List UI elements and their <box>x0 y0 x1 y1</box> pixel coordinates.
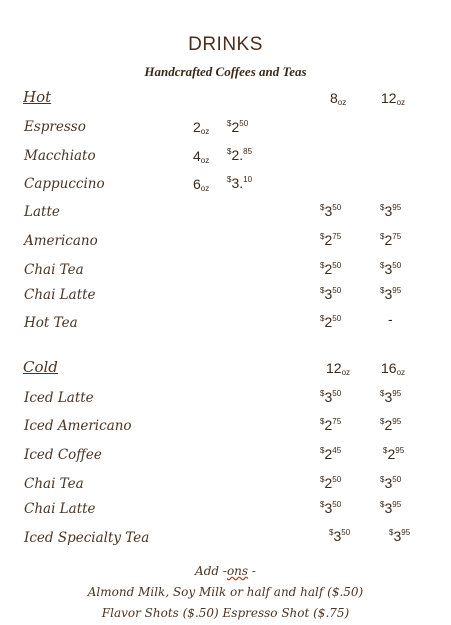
menu-item-price-large: $^{\$}3^{50}$ <box>380 261 402 277</box>
menu-item-name: Iced Coffee <box>24 447 102 463</box>
cold-size-16oz: $16_{oz}$ <box>381 360 406 377</box>
menu-item-price: $^{\$}2^{50}$ <box>227 119 249 135</box>
menu-item-price-small: $^{\$}2^{75}$ <box>320 232 342 248</box>
menu-item-name: Chai Latte <box>24 287 96 303</box>
menu-item-name: Chai Tea <box>24 262 84 278</box>
menu-item-price: $3.10 <box>227 175 253 191</box>
menu-item-name: Latte <box>24 204 60 220</box>
menu-item-name: Hot Tea <box>24 315 78 331</box>
hot-section-heading: Hot <box>23 88 52 106</box>
cold-size-12oz: $12_{oz}$ <box>326 360 351 377</box>
menu-item-price-large: $^{\$}3^{95}$ <box>380 203 402 219</box>
add-ons-shots: Flavor Shots ($.50) Espresso Shot ($.75) <box>101 606 350 620</box>
menu-item-price-small: $^{\$}3^{50}$ <box>320 500 342 516</box>
menu-title: DRINKS <box>188 34 263 55</box>
cold-section-heading: Cold <box>23 358 58 376</box>
menu-item-price-large: $^{\$}3^{95}$ <box>380 286 402 302</box>
menu-item-name: Americano <box>24 233 98 249</box>
menu-item-price-small: $^{\$}2^{50}$ <box>320 475 342 491</box>
add-ons-milk-options: Almond Milk, Soy Milk or half and half ($.50) <box>87 585 364 599</box>
menu-item-name: Macchiato <box>24 148 96 164</box>
menu-item-price-large: $^{\$}2^{95}$ <box>380 417 402 433</box>
menu-item-price: $2.85 <box>227 147 253 163</box>
menu-item-price-large: $^{\$}3^{50}$ <box>380 475 402 491</box>
menu-item-name: Iced Specialty Tea <box>24 530 150 546</box>
menu-item-size: $2_{oz}$ <box>193 119 210 136</box>
menu-item-price-small: $^{\$}2^{50}$ <box>320 261 342 277</box>
menu-item-name: Chai Tea <box>24 476 84 492</box>
menu-item-price-large: $^{\$}2^{75}$ <box>380 232 402 248</box>
menu-item-price-unavailable: - <box>388 311 393 327</box>
hot-size-8oz: $8_{oz}$ <box>330 90 347 107</box>
menu-item-price-large: $^{\$}3^{95}$ <box>389 528 411 544</box>
menu-item-price-small: $^{\$}3^{50}$ <box>320 286 342 302</box>
menu-item-name: Espresso <box>24 119 86 135</box>
menu-item-size: $6_{oz}$ <box>193 176 210 193</box>
menu-item-price-large: $^{\$}3^{95}$ <box>380 500 402 516</box>
menu-item-name: Iced Latte <box>24 390 94 406</box>
hot-size-12oz: $12_{oz}$ <box>381 90 406 107</box>
menu-item-price-small: $^{\$}2^{50}$ <box>320 314 342 330</box>
menu-item-name: Iced Americano <box>24 418 132 434</box>
add-ons-heading: Add -ons - <box>195 564 256 578</box>
menu-subtitle: Handcrafted Coffees and Teas <box>144 64 307 79</box>
menu-item-name: Chai Latte <box>24 501 96 517</box>
menu-item-price-small: $^{\$}2^{75}$ <box>320 417 342 433</box>
menu-item-price-large: $^{\$}2^{95}$ <box>383 446 405 462</box>
menu-item-size: $4_{oz}$ <box>193 148 210 165</box>
menu-item-price-small: $^{\$}3^{50}$ <box>320 389 342 405</box>
menu-item-price-small: $^{\$}3^{50}$ <box>329 528 351 544</box>
menu-item-price-small: $^{\$}2^{45}$ <box>320 446 342 462</box>
menu-item-price-small: $^{\$}3^{50}$ <box>320 203 342 219</box>
menu-item-price-large: $^{\$}3^{95}$ <box>380 389 402 405</box>
menu-item-name: Cappuccino <box>24 176 105 192</box>
